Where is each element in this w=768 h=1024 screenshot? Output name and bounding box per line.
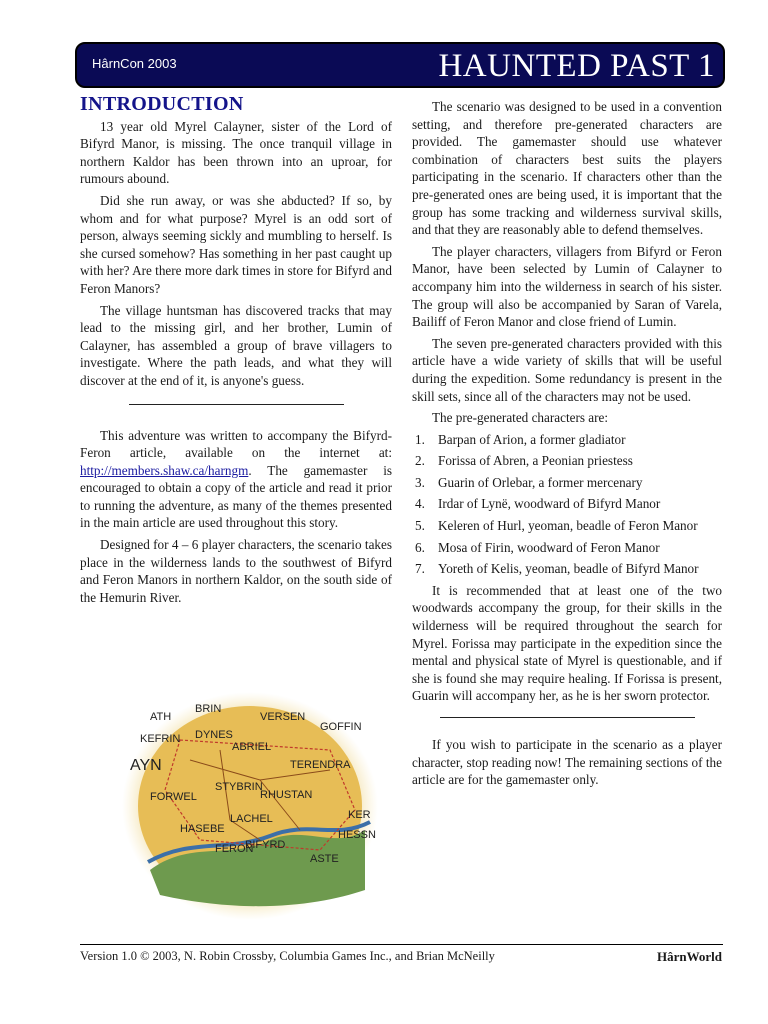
event-name: HârnCon 2003 bbox=[92, 56, 177, 71]
map-label-ayn: AYN bbox=[130, 757, 162, 774]
map-label-versen: VERSEN bbox=[260, 711, 306, 723]
list-number: 7. bbox=[415, 561, 425, 577]
list-item bbox=[412, 560, 722, 578]
map-label-aste: ASTE bbox=[310, 853, 339, 865]
list-number: 5. bbox=[415, 518, 425, 534]
list-text: Keleren of Hurl, yeoman, beadle of Feron Manor bbox=[438, 518, 698, 534]
footer-brand: HârnWorld bbox=[656, 949, 722, 964]
article-link[interactable]: http://members.shaw.ca/harngm bbox=[80, 462, 249, 478]
region-map bbox=[120, 690, 380, 922]
right-paragraph-5: If you wish to participate in the scenario as a player character, stop reading now! The remaining sections of the article are for the gamemaster only. bbox=[412, 737, 722, 788]
list-text: Forissa of Abren, a Peonian priestess bbox=[438, 453, 633, 469]
list-text: Mosa of Firin, woodward of Feron Manor bbox=[438, 539, 660, 555]
map-label-ath: ATH bbox=[150, 711, 172, 723]
intro-paragraph-1: 13 year old Myrel Calayner, sister of the Lord of Bifyrd Manor, is missing. The once tranquil village in northern Kaldor has been thrown into an uproar, for rumours abound. bbox=[80, 118, 392, 187]
list-number: 4. bbox=[415, 496, 425, 512]
section-heading: INTRODUCTION bbox=[80, 93, 244, 115]
list-number: 1. bbox=[415, 431, 425, 447]
map-label-dynes: DYNES bbox=[195, 729, 233, 741]
right-paragraph-1: The scenario was designed to be used in a convention setting, and therefore pre-generated characters are provided. The gamemaster should use whatever combination of characters best suits the players participating in the scenario. If characters other than the pre-generated ones are being used, it is important that the group has some tracking and wilderness survival skills, and that they are reasonably able to defend themselves. bbox=[412, 99, 722, 238]
right-paragraph-4: It is recommended that at least one of the two woodwards accompany the group, for their skills in the wilderness will be required throughout the search for Myrel. Forissa may participate in the expedition since the mental and physical state of Myrel is questionable, and if she is found she may require healing. If Forissa is present, Guarin will accompany her, as he is her sworn protector. bbox=[412, 582, 722, 704]
list-text: Barpan of Arion, a former gladiator bbox=[438, 431, 626, 447]
right-paragraph-3: The seven pre-generated characters provided with this article have a wide variety of skills that will be useful during the expedition. Some redundancy is present in the skill sets, since all of the characters may not be used. bbox=[412, 335, 722, 404]
map-label-bifyrd: BIFYRD bbox=[245, 839, 286, 851]
header-banner bbox=[75, 42, 725, 88]
right-column bbox=[412, 98, 722, 793]
map-image bbox=[120, 690, 380, 922]
map-label-lachel: LACHEL bbox=[230, 813, 273, 825]
map-label-ker: KER bbox=[348, 809, 371, 821]
list-item bbox=[412, 474, 722, 492]
intro-paragraph-2: Did she run away, or was she abducted? If so, by whom and for what purpose? Myrel is an odd sort of person, always seeming sickly and mumbling to herself. Is she cursed somehow? Has something in her past caught up with her? Are there more dark times in store for Bifyrd and Feron Manors? bbox=[80, 192, 392, 296]
left-column bbox=[80, 93, 392, 610]
list-text: Guarin of Orlebar, a former mercenary bbox=[438, 474, 643, 490]
map-label-terendra: TERENDRA bbox=[290, 759, 351, 771]
list-item bbox=[412, 495, 722, 513]
list-number: 2. bbox=[415, 453, 425, 469]
map-label-rhustan: RHUSTAN bbox=[260, 789, 313, 801]
list-item bbox=[412, 431, 722, 449]
map-label-brin: BRIN bbox=[195, 703, 222, 715]
list-item bbox=[412, 452, 722, 470]
footer-rule bbox=[80, 944, 723, 945]
character-list-intro: The pre-generated characters are: bbox=[432, 410, 609, 426]
list-item bbox=[412, 539, 722, 557]
divider bbox=[440, 717, 695, 718]
list-item bbox=[412, 517, 722, 535]
list-number: 6. bbox=[415, 539, 425, 555]
list-text: Irdar of Lynë, woodward of Bifyrd Manor bbox=[438, 496, 661, 512]
map-label-hasebe: HASEBE bbox=[180, 823, 225, 835]
footer-copyright: Version 1.0 © 2003, N. Robin Crossby, Columbia Games Inc., and Brian McNeilly bbox=[80, 949, 495, 963]
map-label-goffin: GOFFIN bbox=[320, 721, 362, 733]
right-paragraph-2: The player characters, villagers from Bifyrd or Feron Manor, have been selected by Lumin of Calayner to accompany him into the wilderness in search of his sister. The group will also be accompanied by Saran of Varela, Bailiff of Feron Manor and close friend of Lumin. bbox=[412, 243, 722, 330]
divider bbox=[129, 404, 344, 405]
intro-paragraph-5: Designed for 4 – 6 player characters, the scenario takes place in the wilderness lands to the southwest of Bifyrd and Feron Manors in northern Kaldor, on the south side of the Hemurin River. bbox=[80, 537, 392, 605]
map-label-kefrin: KEFRIN bbox=[140, 733, 181, 745]
intro-paragraph-4 bbox=[80, 427, 392, 533]
list-text: Yoreth of Kelis, yeoman, beadle of Bifyrd Manor bbox=[438, 561, 699, 577]
character-list bbox=[412, 431, 722, 578]
p4-text-after: . The gamemaster is encouraged to obtain a copy of the article and read it prior to running the adventure, as many of the themes presented in the main article are used throughout this story. bbox=[80, 462, 392, 531]
p4-text-before: This adventure was written to accompany the Bifyrd-Feron article, available on the internet at: bbox=[80, 427, 392, 461]
map-label-forwel: FORWEL bbox=[150, 791, 197, 803]
map-label-hessn: HESSN bbox=[338, 829, 376, 841]
intro-paragraph-3: The village huntsman has discovered tracks that may lead to the missing girl, and her brother, Lumin of Calayner, has assembled a group of brave villagers to investigate. Where the path leads, and what they will discover at the end of it, is anyone's guess. bbox=[80, 302, 392, 388]
map-label-stybrin: STYBRIN bbox=[215, 781, 263, 793]
map-label-feron: FERON bbox=[215, 843, 254, 855]
list-number: 3. bbox=[415, 474, 425, 490]
map-label-abriel: ABRIEL bbox=[232, 741, 272, 753]
page-title: HAUNTED PAST 1 bbox=[438, 48, 715, 84]
